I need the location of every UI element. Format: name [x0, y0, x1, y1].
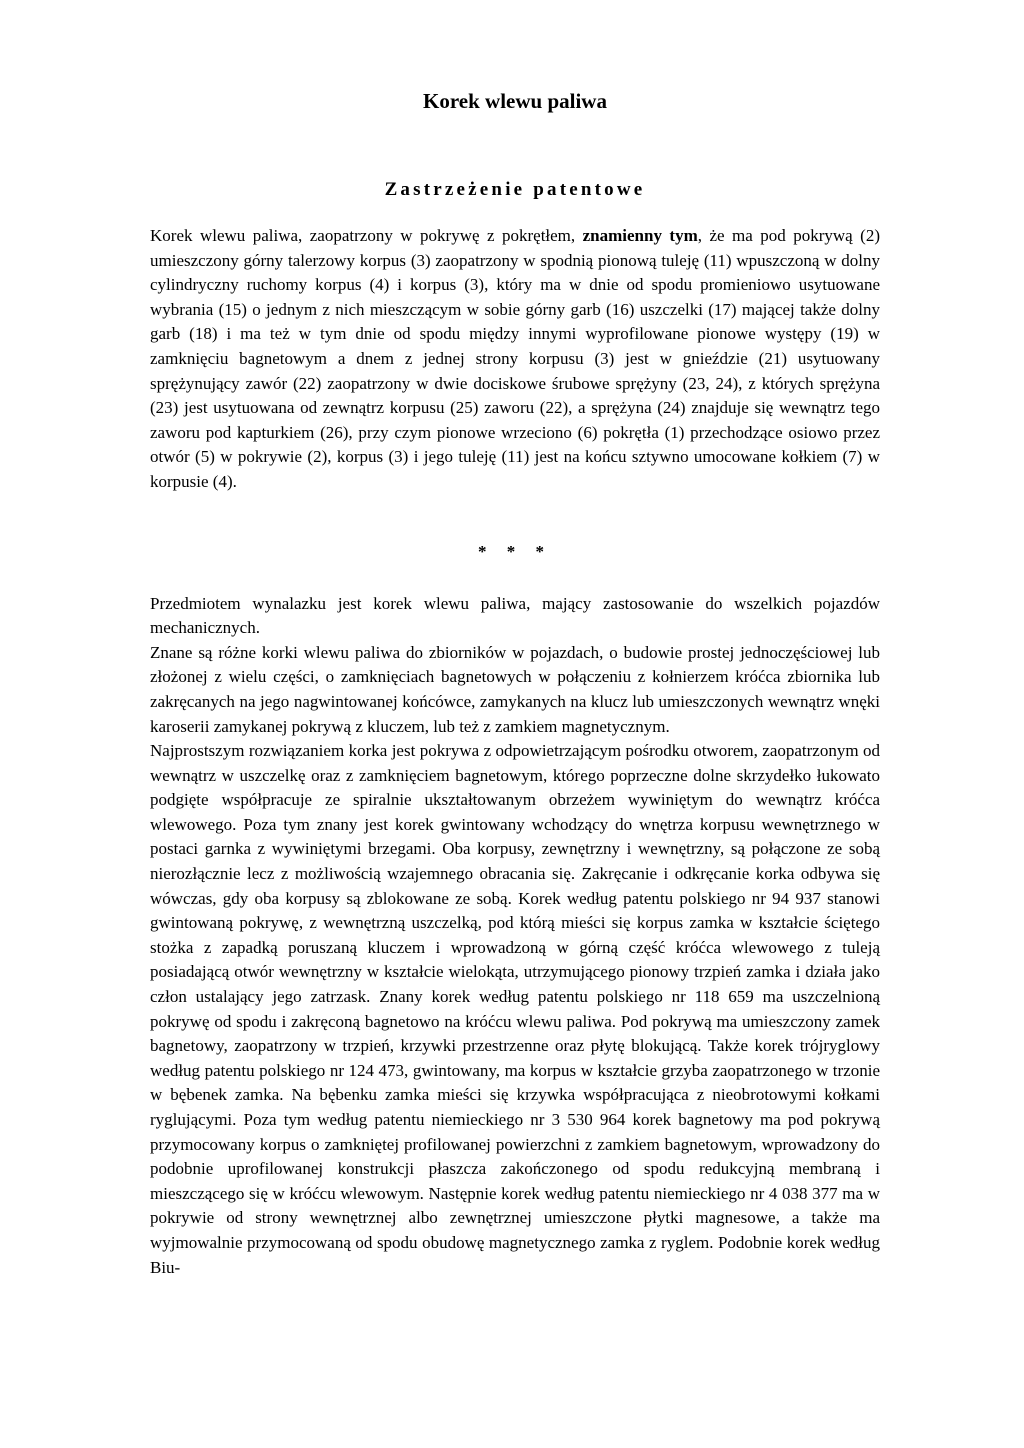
claim-intro: Korek wlewu paliwa, zaopatrzony w pokrywę z pokrętłem,	[150, 226, 583, 245]
section-separator: * * *	[478, 541, 552, 561]
patent-claim	[150, 224, 880, 495]
description-paragraph-3: Najprostszym rozwiązaniem korka jest pokrywa z odpowietrzającym pośrodku otworem, zaopatrzonym od wewnątrz w uszczelkę oraz z zamknięciem bagnetowym, którego poprzeczne dolne skrzydełko łukowato podgięte współpracuje ze spiralnie ukształtowanym obrzeżem wywiniętym do wewnątrz króćca wlewowego. Poza tym znany jest korek gwintowany wchodzący do wnętrza korpusu wewnętrznego w postaci garnka z wywiniętymi brzegami. Oba korpusy, zewnętrzny i wewnętrzny, są połączone ze sobą nierozłącznie lecz z możliwością wzajemnego obracania się. Zakręcanie i odkręcanie korka odbywa się wówczas, gdy oba korpusy są zblokowane ze sobą. Korek według patentu polskiego nr 94 937 stanowi gwintowaną pokrywę, z wewnętrzną uszczelką, pod którą mieści się korpus zamka w kształcie ściętego stożka z zapadką poruszaną kluczem i wprowadzoną w górną część króćca wlewowego z tuleją posiadającą otwór wewnętrzny w kształcie wielokąta, utrzymującego pionowy trzpień zamka i działa jako człon ustalający jego zatrzask. Znany korek według patentu polskiego nr 118 659 ma uszczelnioną pokrywę od spodu i zakręconą bagnetowo na króćcu wlewu paliwa. Pod pokrywą ma umieszczony zamek bagnetowy, zaopatrzony w trzpień, krzywki przestrzenne oraz płytę blokującą. Także korek trójryglowy według patentu polskiego nr 124 473, gwintowany, ma korpus w kształcie grzyba zaopatrzonego w trzonie w bębenek zamka. Na bębenku zamka mieści się krzywka współpracująca z nieobrotowymi kołkami ryglującymi. Poza tym według patentu niemieckiego nr 3 530 964 korek bagnetowy ma pod pokrywą przymocowany korpus o zamkniętej profilowanej powierzchni z zamkiem bagnetowym, wprowadzony do podobnie uprofilowanej konstrukcji płaszcza zakończonego od spodu redukcyjną membraną i mieszczącego się w króćcu wlewowym. Następnie korek według patentu niemieckiego nr 4 038 377 ma w pokrywie od strony wewnętrznej albo zewnętrznej umieszczone płytki magnesowe, a także ma wyjmowalnie przymocowaną od spodu obudowę magnetycznego zamka z ryglem. Podobnie korek według Biu-	[150, 741, 880, 1277]
claim-emphasis: znamienny tym	[582, 226, 698, 245]
section-heading: Zastrzeżenie patentowe	[384, 179, 646, 200]
description-paragraph-1: Przedmiotem wynalazku jest korek wlewu paliwa, mający zastosowanie do wszelkich pojazdów mechanicznych.	[150, 593, 880, 638]
description-paragraph-2: Znane są różne korki wlewu paliwa do zbiorników w pojazdach, o budowie prostej jednoczęściowej lub złożonej z wielu części, o zamknięciach bagnetowych w połączeniu z kołnierzem króćca zbiornika lub zakręcanych na jego nagwintowanej końcówce, zamykanych na klucz lub umieszczonych wewnątrz wnęki karoserii zamykanej pokrywą z kluczem, lub też z zamkiem magnetycznym.	[150, 642, 880, 736]
description-section	[150, 592, 880, 1281]
document-page	[150, 86, 880, 1280]
claim-body: , że ma pod pokrywą (2) umieszczony górny talerzowy korpus (3) zaopatrzony w spodnią pionową tuleję (11) wpuszczoną w dolny cylindryczny ruchomy korpus (4) i korpus (3), który ma w dnie od spodu promieniowo usytuowane wybrania (15) o jednym z nich mieszczącym w sobie górny garb (16) uszczelki (17) mającej także dolny garb (18) i ma też w tym dnie od spodu między innymi wyprofilowane pionowe występy (19) w zamknięciu bagnetowym a dnem z jednej strony korpusu (3) jest w gnieździe (21) usytuowany sprężynujący zawór (22) zaopatrzony w dwie dociskowe śrubowe sprężyny (23, 24), z których sprężyna (23) jest usytuowana od zewnątrz korpusu (25) zaworu (22), a sprężyna (24) znajduje się wewnątrz tego zaworu pod kapturkiem (26), przy czym pionowe wrzeciono (6) pokrętła (1) przechodzące osiowo przez otwór (5) w pokrywie (2), korpus (3) i jego tuleję (11) jest na końcu sztywno umocowane kołkiem (7) w korpusie (4).	[150, 226, 880, 491]
document-title: Korek wlewu paliwa	[423, 89, 607, 113]
